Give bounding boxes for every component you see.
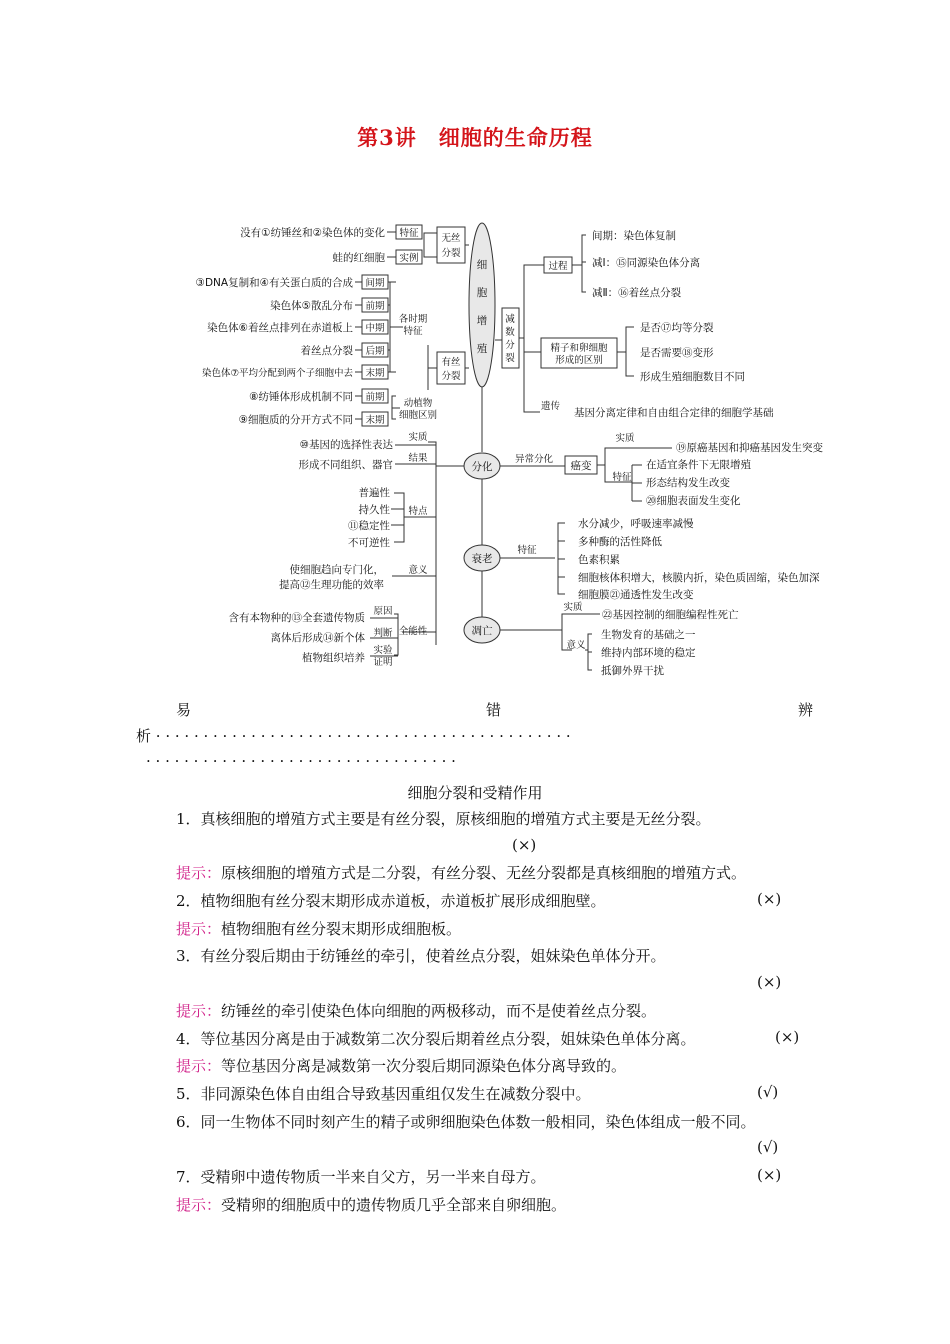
svg-text:后期: 后期 (365, 346, 385, 357)
svg-text:抵御外界干扰: 抵御外界干扰 (601, 665, 664, 677)
svg-text:⑳细胞表面发生变化: ⑳细胞表面发生变化 (646, 495, 741, 507)
cell-proliferation-node (469, 223, 495, 387)
svg-text:动植物: 动植物 (403, 398, 433, 409)
question-5: 5．非同源染色体自由组合导致基因重组仅发生在减数分裂中。 (176, 1085, 591, 1103)
svg-text:分化: 分化 (471, 461, 493, 473)
svg-text:无丝: 无丝 (441, 233, 461, 244)
svg-text:使细胞趋向专门化，: 使细胞趋向专门化， (289, 564, 384, 576)
cell-proliferation-label: 细胞增殖 (476, 259, 488, 355)
svg-text:分裂: 分裂 (441, 248, 461, 259)
svg-text:分裂: 分裂 (441, 371, 461, 382)
svg-text:生物发育的基础之一: 生物发育的基础之一 (601, 629, 696, 641)
svg-text:各时期: 各时期 (398, 314, 428, 325)
svg-text:离体后形成⑭新个体: 离体后形成⑭新个体 (270, 632, 365, 644)
svg-text:分: 分 (505, 340, 515, 351)
emphasis-dots-line-2: · · · · · · · · · · · · · · · · · · · · · · · · · · · · · · · · · (146, 752, 456, 770)
svg-text:是否需要⑱变形: 是否需要⑱变形 (640, 347, 714, 359)
svg-text:⑨细胞质的分开方式不同: ⑨细胞质的分开方式不同 (238, 414, 353, 426)
concept-map (0, 200, 950, 680)
svg-text:形成的区别: 形成的区别 (555, 355, 603, 366)
svg-text:判断: 判断 (373, 628, 393, 639)
svg-text:减Ⅱ：⑯着丝点分裂: 减Ⅱ：⑯着丝点分裂 (592, 287, 682, 299)
svg-text:减Ⅰ：⑮同源染色体分离: 减Ⅰ：⑮同源染色体分离 (592, 257, 701, 269)
svg-text:⑩基因的选择性表达: ⑩基因的选择性表达 (299, 439, 393, 451)
svg-text:持久性: 持久性 (358, 504, 390, 516)
svg-text:证明: 证明 (373, 657, 393, 668)
svg-text:细胞膜㉑通透性发生改变: 细胞膜㉑通透性发生改变 (578, 589, 694, 601)
answer-mark-5: (√) (757, 1083, 779, 1101)
svg-text:特征: 特征 (517, 545, 537, 556)
svg-text:特征: 特征 (612, 472, 632, 483)
svg-text:实质: 实质 (408, 432, 428, 443)
answer-mark-3: (×) (757, 973, 782, 991)
svg-text:染色体⑦平均分配到两个子细胞中去: 染色体⑦平均分配到两个子细胞中去 (201, 368, 353, 379)
svg-text:实质: 实质 (563, 602, 583, 613)
svg-text:形态结构发生改变: 形态结构发生改变 (646, 477, 730, 489)
answer-mark-4: (×) (775, 1028, 800, 1046)
svg-text:着丝点分裂: 着丝点分裂 (300, 345, 353, 357)
svg-text:前期: 前期 (365, 301, 385, 312)
svg-text:裂: 裂 (505, 353, 515, 364)
svg-text:不可逆性: 不可逆性 (348, 537, 390, 549)
svg-text:全能性: 全能性 (398, 626, 428, 637)
question-6: 6．同一生物体不同时刻产生的精子或卵细胞染色体数一般相同，染色体组成一般不同。 (176, 1113, 756, 1131)
svg-text:多种酶的活性降低: 多种酶的活性降低 (578, 536, 662, 548)
svg-text:意义: 意义 (408, 565, 428, 576)
svg-text:中期: 中期 (365, 323, 385, 334)
hint-2: 提示：植物细胞有丝分裂末期形成细胞板。 (176, 920, 462, 938)
hint-3: 提示：纺锤丝的牵引使染色体向细胞的两极移动，而不是使着丝点分裂。 (176, 1002, 657, 1020)
svg-text:没有①纺锤丝和②染色体的变化: 没有①纺锤丝和②染色体的变化 (240, 227, 385, 239)
svg-text:衰老: 衰老 (471, 553, 493, 565)
svg-text:末期: 末期 (365, 368, 385, 379)
svg-text:维持内部环境的稳定: 维持内部环境的稳定 (601, 647, 696, 659)
svg-text:有丝: 有丝 (441, 357, 461, 368)
page-title: 第3讲 细胞的生命历程 (357, 125, 593, 150)
svg-text:末期: 末期 (365, 415, 385, 426)
svg-text:㉒基因控制的细胞编程性死亡: ㉒基因控制的细胞编程性死亡 (602, 609, 739, 621)
svg-text:实验: 实验 (373, 645, 393, 656)
hint-7: 提示：受精卵的细胞质中的遗传物质几乎全部来自卵细胞。 (176, 1196, 567, 1214)
answer-mark-2: (×) (757, 890, 782, 908)
svg-text:在适宜条件下无限增殖: 在适宜条件下无限增殖 (646, 459, 751, 471)
svg-text:普遍性: 普遍性 (358, 487, 390, 499)
svg-text:遗传: 遗传 (541, 401, 561, 412)
hint-4: 提示：等位基因分离是减数第一次分裂后期同源染色体分离导致的。 (176, 1057, 627, 1075)
svg-text:凋亡: 凋亡 (471, 625, 493, 637)
svg-text:癌变: 癌变 (570, 460, 592, 472)
answer-mark-6: (√) (757, 1138, 779, 1156)
svg-text:提高⑫生理功能的效率: 提高⑫生理功能的效率 (279, 579, 384, 591)
svg-text:蛙的红细胞: 蛙的红细胞 (332, 252, 385, 264)
svg-text:色素积累: 色素积累 (578, 554, 620, 566)
svg-text:前期: 前期 (365, 392, 385, 403)
section-subtitle: 细胞分裂和受精作用 (407, 784, 543, 802)
svg-text:精子和卵细胞: 精子和卵细胞 (550, 343, 608, 354)
question-2: 2．植物细胞有丝分裂末期形成赤道板，赤道板扩展形成细胞壁。 (176, 892, 606, 910)
svg-text:染色体⑥着丝点排列在赤道板上: 染色体⑥着丝点排列在赤道板上 (207, 322, 353, 334)
svg-text:意义: 意义 (566, 640, 586, 651)
svg-text:结果: 结果 (408, 453, 428, 464)
svg-text:③DNA复制和④有关蛋白质的合成: ③DNA复制和④有关蛋白质的合成 (195, 277, 353, 289)
svg-text:原因: 原因 (373, 606, 393, 617)
emphasis-dots-line-1: 析 · · · · · · · · · · · · · · · · · · · · · · · · · · · · · · · · · · · · · · · · · · · · (136, 727, 571, 745)
question-7: 7．受精卵中遗传物质一半来自父方，另一半来自母方。 (176, 1168, 546, 1186)
svg-text:形成不同组织、器官: 形成不同组织、器官 (298, 459, 393, 471)
svg-text:植物组织培养: 植物组织培养 (302, 652, 365, 664)
svg-text:实质: 实质 (615, 433, 635, 444)
svg-text:细胞区别: 细胞区别 (398, 410, 438, 421)
svg-text:异常分化: 异常分化 (514, 454, 554, 465)
svg-text:⑧纺锤体形成机制不同: ⑧纺锤体形成机制不同 (249, 391, 353, 403)
svg-text:数: 数 (505, 327, 515, 338)
svg-text:含有本物种的⑬全套遗传物质: 含有本物种的⑬全套遗传物质 (228, 612, 365, 624)
svg-text:基因分离定律和自由组合定律的细胞学基础: 基因分离定律和自由组合定律的细胞学基础 (574, 407, 774, 419)
svg-text:水分减少，呼吸速率减慢: 水分减少，呼吸速率减慢 (578, 518, 694, 530)
svg-text:间期: 间期 (365, 278, 385, 289)
svg-text:特征: 特征 (399, 228, 419, 239)
svg-text:⑲原癌基因和抑癌基因发生突变: ⑲原癌基因和抑癌基因发生突变 (676, 442, 823, 454)
question-3: 3．有丝分裂后期由于纺锤丝的牵引，使着丝点分裂，姐妹染色单体分开。 (176, 947, 666, 965)
answer-mark-1: (×) (512, 836, 537, 854)
svg-text:⑪稳定性: ⑪稳定性 (348, 520, 390, 532)
svg-text:染色体⑤散乱分布: 染色体⑤散乱分布 (270, 300, 353, 312)
svg-text:细胞核体积增大，核膜内折，染色质固缩，染色加深: 细胞核体积增大，核膜内折，染色质固缩，染色加深 (578, 572, 820, 584)
svg-text:是否⑰均等分裂: 是否⑰均等分裂 (640, 322, 714, 334)
svg-text:形成生殖细胞数目不同: 形成生殖细胞数目不同 (640, 371, 745, 383)
svg-text:特点: 特点 (408, 506, 428, 517)
question-4: 4．等位基因分离是由于减数第二次分裂后期着丝点分裂，姐妹染色单体分离。 (176, 1030, 696, 1048)
svg-text:减: 减 (505, 314, 515, 325)
svg-text:实例: 实例 (399, 253, 419, 264)
answer-mark-7: (×) (757, 1166, 782, 1184)
svg-text:过程: 过程 (548, 261, 568, 272)
question-1: 1．真核细胞的增殖方式主要是有丝分裂，原核细胞的增殖方式主要是无丝分裂。 (176, 810, 711, 828)
svg-text:特征: 特征 (403, 326, 423, 337)
svg-text:间期：染色体复制: 间期：染色体复制 (592, 230, 676, 242)
hint-1: 提示：原核细胞的增殖方式是二分裂，有丝分裂、无丝分裂都是真核细胞的增殖方式。 (176, 864, 747, 882)
